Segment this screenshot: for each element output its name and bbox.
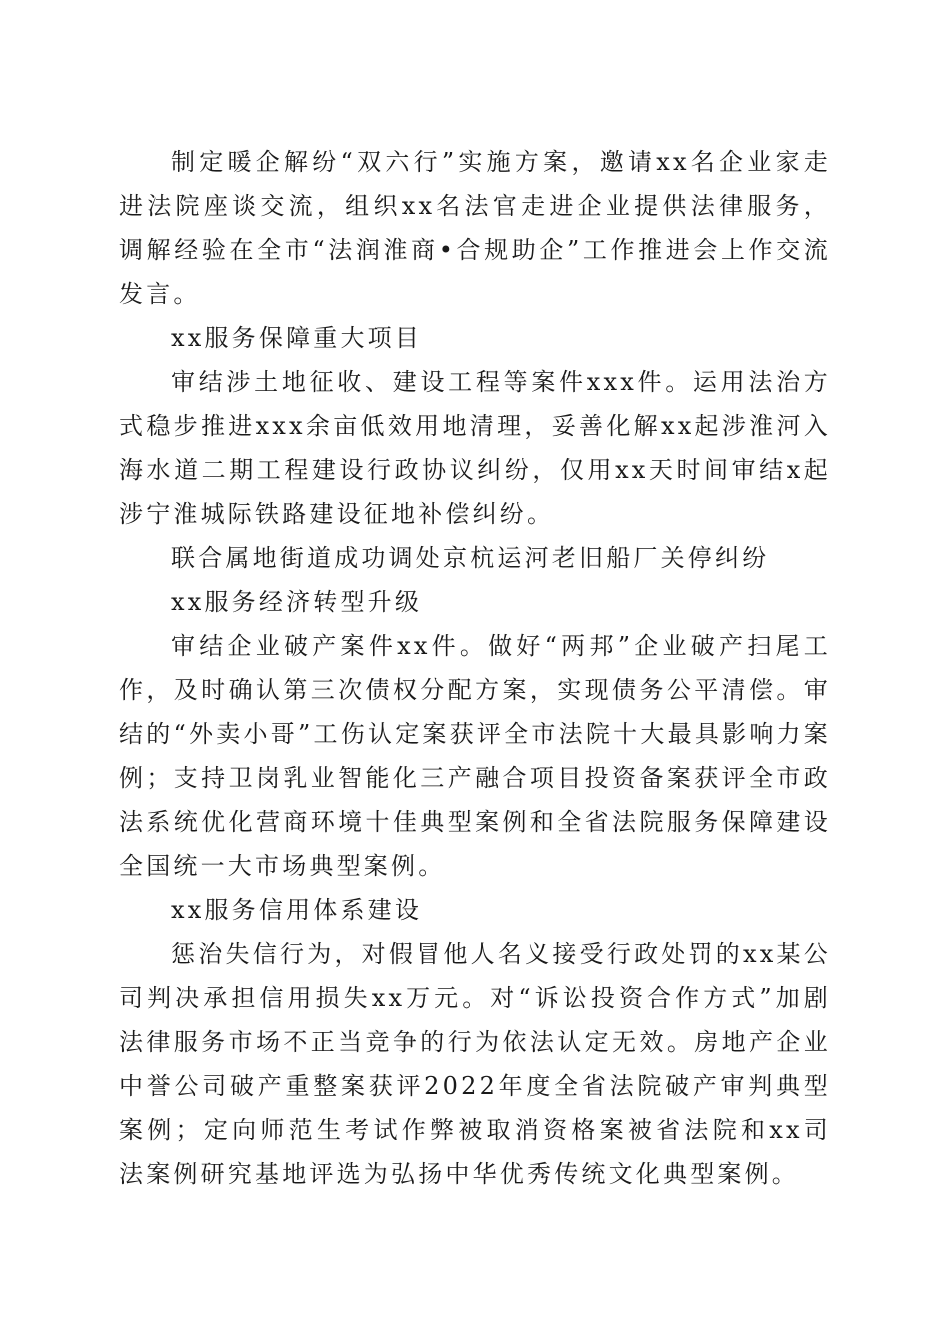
section-heading-credit-system: xx服务信用体系建设 bbox=[171, 896, 423, 924]
document-body bbox=[119, 140, 831, 1196]
section-heading-economic-upgrade: xx服务经济转型升级 bbox=[171, 588, 423, 616]
paragraph-mediation-plan: 制定暖企解纷“双六行”实施方案，邀请xx名企业家走进法院座谈交流，组织xx名法官走进企业提供法律服务，调解经验在全市“法润淮商•合规助企”工作推进会上作交流发言。 bbox=[119, 148, 831, 308]
section-heading-major-projects: xx服务保障重大项目 bbox=[171, 324, 423, 352]
paragraph-credit-cases: 惩治失信行为，对假冒他人名义接受行政处罚的xx某公司判决承担信用损失xx万元。对“诉讼投资合作方式”加剧法律服务市场不正当竞争的行为依法认定无效。房地产企业中誉公司破产重整案获评2022年度全省法院破产审判典型案例；定向师范生考试作弊被取消资格案被省法院和xx司法案例研究基地评选为弘扬中华优秀传统文化典型案例。 bbox=[119, 940, 831, 1188]
paragraph-bankruptcy-cases: 审结企业破产案件xx件。做好“两邦”企业破产扫尾工作，及时确认第三次债权分配方案，实现债务公平清偿。审结的“外卖小哥”工伤认定案获评全市法院十大最具影响力案例；支持卫岗乳业智能化三产融合项目投资备案获评全市政法系统优化营商环境十佳典型案例和全省法院服务保障建设全国统一大市场典型案例。 bbox=[119, 632, 831, 880]
paragraph-land-cases: 审结涉土地征收、建设工程等案件xxx件。运用法治方式稳步推进xxx余亩低效用地清理，妥善化解xx起涉淮河入海水道二期工程建设行政协议纠纷，仅用xx天时间审结x起涉宁淮城际铁路建设征地补偿纠纷。 bbox=[119, 368, 831, 528]
paragraph-shipyard-dispute: 联合属地街道成功调处京杭运河老旧船厂关停纠纷 bbox=[171, 544, 770, 572]
